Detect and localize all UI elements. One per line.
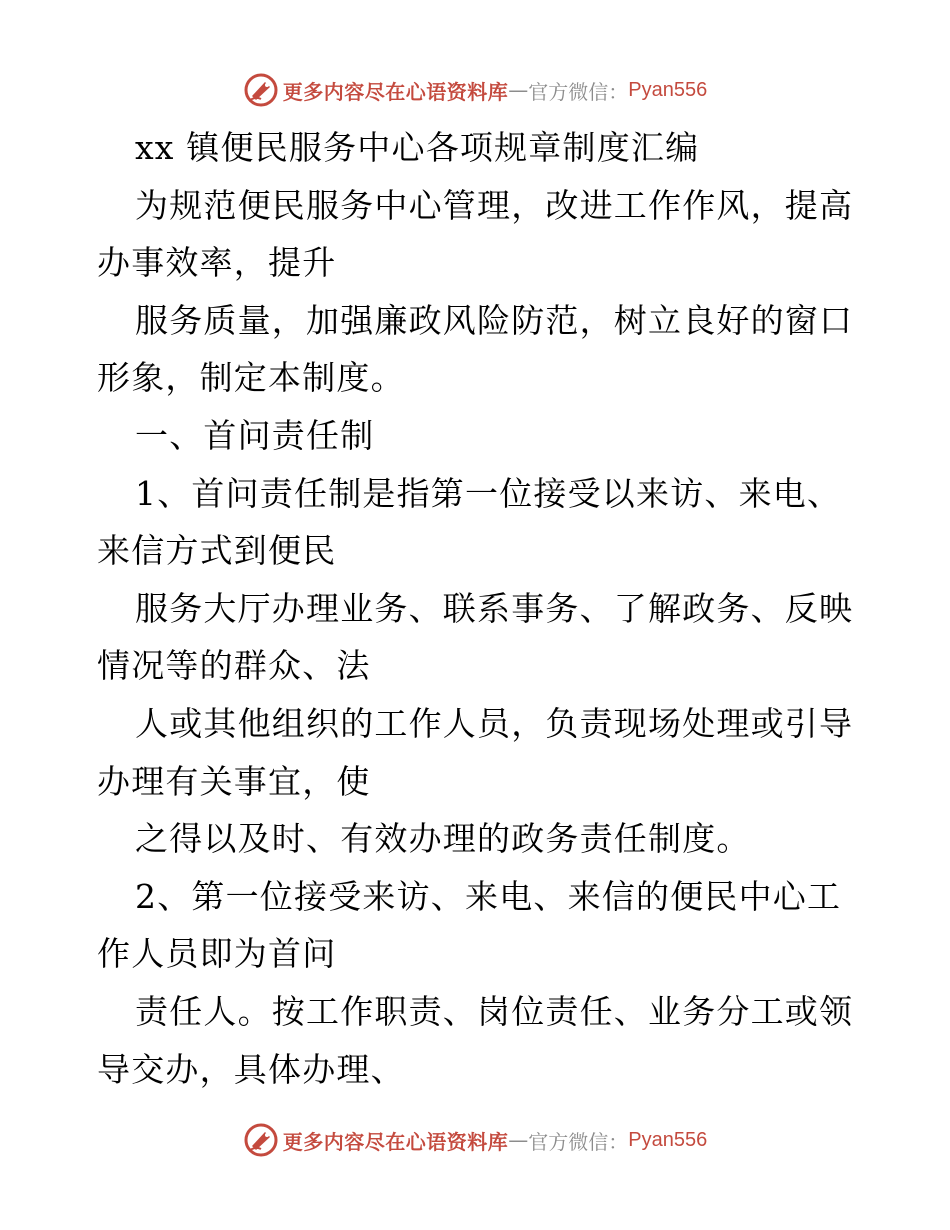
section-heading: 一、首问责任制 xyxy=(135,415,375,455)
paragraph-line: 办理有关事宜，使 xyxy=(97,761,371,801)
watermark-contact-id: Pyan556 xyxy=(628,78,708,101)
watermark-contact-label: 官方微信： xyxy=(528,79,629,104)
paragraph-line: 形象，制定本制度。 xyxy=(97,358,405,398)
watermark-separator: — xyxy=(508,78,529,102)
pen-nib-logo-icon xyxy=(243,72,279,108)
watermark-contact-id: Pyan556 xyxy=(628,1128,708,1151)
document-title: xx 镇便民服务中心各项规章制度汇编 xyxy=(135,128,700,167)
watermark-contact-label: 官方微信： xyxy=(528,1129,629,1154)
paragraph-line: 作人员即为首问 xyxy=(97,934,337,974)
footer-watermark xyxy=(0,1120,950,1160)
paragraph-line: 为规范便民服务中心管理，改进工作作风，提高 xyxy=(135,185,854,225)
paragraph-line: 办事效率，提升 xyxy=(97,243,337,283)
header-watermark xyxy=(0,70,950,110)
paragraph-line: 1、首问责任制是指第一位接受以来访、来电、 xyxy=(135,473,842,513)
paragraph-line: 责任人。按工作职责、岗位责任、业务分工或领 xyxy=(135,991,854,1031)
paragraph-line: 服务质量，加强廉政风险防范，树立良好的窗口 xyxy=(135,300,854,340)
paragraph-line: 导交办，具体办理、 xyxy=(97,1049,405,1089)
pen-nib-logo-icon xyxy=(243,1122,279,1158)
document-body xyxy=(97,119,857,1098)
paragraph-line: 之得以及时、有效办理的政务责任制度。 xyxy=(135,819,751,859)
paragraph-line: 2、第一位接受来访、来电、来信的便民中心工 xyxy=(135,876,842,916)
watermark-text: 更多内容尽在心语资料库 xyxy=(282,1129,509,1154)
watermark-separator: — xyxy=(508,1128,529,1152)
paragraph-line: 情况等的群众、法 xyxy=(97,646,371,686)
paragraph-line: 人或其他组织的工作人员，负责现场处理或引导 xyxy=(135,703,854,743)
paragraph-line: 来信方式到便民 xyxy=(97,531,337,571)
paragraph-line: 服务大厅办理业务、联系事务、了解政务、反映 xyxy=(135,588,854,628)
watermark-text: 更多内容尽在心语资料库 xyxy=(282,79,509,104)
